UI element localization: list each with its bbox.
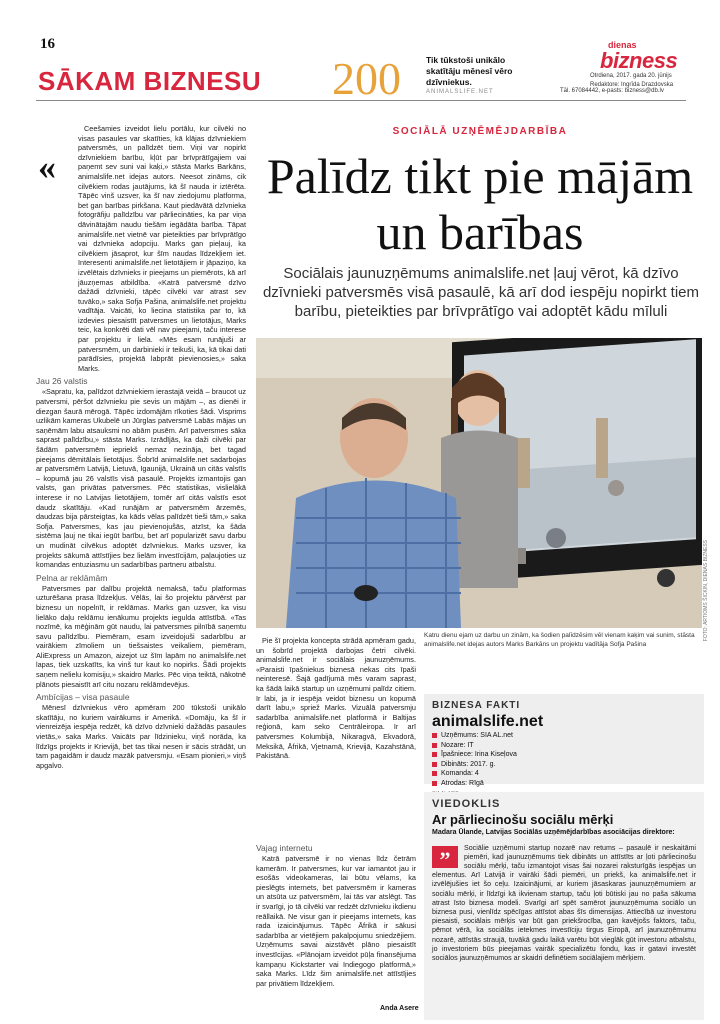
fact-text: Nozare: IT	[441, 741, 474, 749]
page-number: 16	[40, 36, 55, 52]
fact-row	[432, 760, 696, 770]
header-tagline-site: ANIMALSLIFE.NET	[426, 89, 494, 95]
bullet-icon	[432, 743, 437, 748]
photo-credit: FOTO: ARTIOMS ŠICKIN, DIENAS BIZNESS	[703, 540, 709, 642]
editor-line: Redaktore: Ingrīda Drazdovska	[590, 82, 674, 88]
facts-title: BIZNESA FAKTI	[432, 700, 521, 711]
bullet-icon	[432, 771, 437, 776]
open-quote-icon: «	[38, 147, 56, 187]
fact-text: Uzņēmums: SIA AL.net	[441, 732, 513, 739]
fact-row	[432, 750, 696, 760]
bullet-icon	[432, 733, 437, 738]
fact-row	[432, 731, 696, 741]
fact-text: Atrodas: Rīgā	[441, 779, 484, 787]
photo-illustration	[256, 338, 702, 628]
article-kicker: SOCIĀLĀ UZŅĒMĒJDARBĪBA	[392, 126, 568, 137]
subheading: Ambīcijas – visa pasaule	[36, 692, 130, 703]
opinion-box	[424, 792, 704, 1020]
paragraph: Katrā patversmē ir no vienas līdz četrām kamerām. Ir patversmes, kur var iamantot jau ir esošās videokameras, lai būtu vēlams, ka pieslēgts internets, bet patversmēm ir kameras un atsūta uz patversmēm, lai tās var atslēgt. Tas ir svarīgi, jo tā cilvēki var redzēt dzīvnieku ikdienu reāllaikā. Ne visur gan ir pieejams internets, kas rada izaicinājumus. Tāpēc Āfrikā ir sākusi sadarbība ar vietējiem pakalpojumu sniedzējiem. Uzņēmums savai aizstāvēt plāno piesaistīt investīcijas. «Plānojam izveidot pūļa finansējuma kampaņu Kickstarter vai Indiegogo platformā,» saka Marks. Līdz šim animalslife.net attīstījies par privātiem līdzekļiem.	[256, 854, 416, 988]
bullet-icon	[432, 762, 437, 767]
opinion-body	[432, 844, 696, 964]
photo-caption: Katru dienu ejam uz darbu un zinām, ka šodien palīdzēsim vēl vienam kaķim vai sunim, stāsta animalslife.net idejas autors Marks Barkāns un projektu vadītāja Sofja Pašina	[424, 632, 695, 648]
subheading: Vajag internetu	[256, 843, 313, 853]
author-name: Anda Asere	[380, 1005, 419, 1012]
anniversary-number: 200	[332, 53, 401, 104]
fact-text: Dibināts: 2017. g.	[441, 760, 496, 768]
opinion-tag: VIEDOKLIS	[432, 798, 501, 810]
business-facts-box	[424, 694, 704, 787]
fact-text: Komanda: 4	[441, 770, 479, 777]
fact-row	[432, 769, 696, 779]
subheading: Pelna ar reklāmām	[36, 572, 108, 583]
paragraph: Mēnesī dzīvniekus vēro apmēram 200 tūkstoši unikālo skatītāju, no kuriem vairākums ir Amerikā. «Domāju, ka šī ir vienreizēja iespēja redzēt, kā dzīvo dzīvnieki dažādās pasaules vietās,» saka Marks. Vaicāts par līdzinieku, viņš norāda, ka līdzīgs projekts ir Krievijā, bet tas tikai nesen ir sācis strādāt, un tam pagaidām ir daudz mazāk patversmju. «Esam pionieri,» viņš apgalvo.	[36, 703, 246, 770]
header-tagline: Tik tūkstoši unikālo skatītāju mēnesī vēro dzīvniekus.	[426, 55, 513, 87]
paragraph: Pie šī projekta koncepta strādā apmēram gadu, un šobrīd projektā darbojas četri cilvēki. animalslife.net ir sociālais jaunuzņēmums. «Paraisti īpašniekus biznesā nekas cits īpaši neinteresē. Šajā gadījumā mēs varam saprast, ka šādā laikā startup un uzņēmumi palīdz citiem. Ir labi, ja ir iespēja veidot biznesu un kopumā darīt labu,» spriež Marks. Vizuālā patversmju sadarbība animalslife.net platformā ir Baltijas reģionā, kam seko Centrāleiropa. Ir arī patversmes Kolumbijā, Nikaragvā, Ekvadorā, Meksikā, Āfrikā, Vjetnamā, Krievijā, Kazahstānā, Pakistānā.	[256, 636, 416, 761]
article-lede: Sociālais jaunuzņēmums animalslife.net ļauj vērot, kā dzīvo dzīvnieki patversmēs visā pasaulē, kā arī dod iespēju nopirkt tiem barību, pieteikties par brīvprātīgo vai adoptēt kādu mīluli	[262, 265, 700, 320]
paragraph: Patversmes par dalību projektā nemaksā, taču platformas uzturēšana prasa līdzekļus. Vēlās, lai šo projektu pārvērst par biznesu un nopelnīt, ir reklāmas. Marks gan uzsver, ka visu lielāko daļu reklāmu ienākumu projekts iegulda attīstībā. «Tas nozīmē, ka mēģinām gūt naudu, lai patversmes pilnībā saņemtu savu palīdzību. Piemēram, esam izveidojuši sadarbību ar vairākiem zīmoliem un tiešsaistes veikaliem, piemēram, AliExpress un Amazon, aizejot uz šīm lapām no animalslife.net lapas, tiek uzskatīts, ka vinš tur kaut ko nopirks. Šādi projekts saņem nelielu komisiju,» skaidro Marks. Pēc viņa teiktā, nākotnē plānots piesaistīt arī citu nozaru reklāmdevējus.	[36, 583, 246, 689]
paragraph: «Sapratu, ka, palīdzot dzīvniekiem ierastajā veidā – braucot uz patversmi, pēršot dzīvnieku pie sevis un mājām –, as dienēi ir diezgan šaurā mērogā. Tāpēc izdomājām rīkoties šādi. Visprims uzlikām kameras Ukubelē un Jūrglas patversmē Labās mājas un saņēmām labu atsauksmi no abām pusēm. Arī patversmes sāka saprast palīdzību,» stāsta Marks. Izrādījās, ka daži cilvēki par šādām patversmēm iepriekš nemaz nezināja, bet tagad pieejams dēmitālais lietotājus. Šobrīd animalslife.net sadarbojas ar patversmēm Latvijā, Lietuvā, Igaunijā, Ukrainā un citās valstīs – kopumā jau 26 valstīs visā pasaulē. Projekts izmantojis gan valsts, gan privātas patversmes. Pēc statistikas, vislielākā interese ir no Latvijas lietotājiem, tomēr arī citās valstīs esot daudz skatītāju. «Kad runājām ar patversmēm ārzemēs, daudzas bija pārsteigtas, ka kāds vēlas palīdzēt tieši tām,» saka Sofja. Patversmes, kas jau pievienojušās, atzīst, ka šāda sistēma ļauj ne tikai iegūt barību, bet arī popularizēt savu darbu un mudināt cilvēkus adoptēt dzīvniekus. Marks uzsver, ka projekts sākumā attīstījies bez lielām investīcijām, paļaujoties uz komandas entuziasmu un sadarbības partneru atbalstu.	[36, 387, 246, 570]
logo-top-word: dienas	[608, 40, 637, 50]
fact-row	[432, 741, 696, 751]
subheading: Jau 26 valstis	[36, 376, 88, 387]
opinion-title: Ar pārliecinošu sociālu mērķi	[432, 812, 614, 827]
article-column-middle-bottom	[256, 840, 416, 1018]
bullet-icon	[432, 781, 437, 786]
fact-text: Īpašniece: Irina Kiseļova	[441, 751, 517, 758]
article-column-left	[36, 124, 246, 1020]
opinion-text: Sociālie uzņēmumi startup nozarē nav retums – pasaulē ir neskaitāmi piemēri, kad jaunuzņēmums tiek dibināts un attīstīts ar ļoti pārliecinošu sociālu mērķi, taču izmantojot visas šai nozarei raksturīgās iespējas un elementus. Arī Latvijā ir vairāki šādi piemēri, un priekš, ka animalslife.net ir izvēlējušies iet šo ceļu. Izaicinājumi, ar kuriem jāsaskaras jaunuzņēmumiem ar sociālu mērķi, ir līdzīgi kā ikvienam startup, taču ļoti būtiski jau no paša sākuma atrast īsto biznesa modeli. Svarīgi arī spēt samērot jaunuzņēmuma sociālo un biznesa pusi, vienlīdz spēcīgas attīstot abas šīs dimensijas. Attiecībā uz investoru piesaisti, sociālais mērķis var būt gan priekšrocība, gan kavējošs faktors, taču, pēmot vērā, ka sociālās ietekmes investīciju tirgus Eiropā, arī jaunuzņēmumu nozarē, attīstās straujā, tuvākā gadu laikā varētu būt vieglāk gūt investoru atbalstu, jo investoriem būs pieejamas vairāk specializētu fondu, kas ir gatavi investēt sociālos jaunuzņēmumos ar skaidri definētiem sociālajiem mērķiem.	[432, 843, 696, 962]
quote-icon: ”	[432, 846, 458, 868]
section-title: SĀKAM BIZNESU	[38, 66, 262, 96]
article-headline: Palīdz tikt pie mājām un barības	[266, 148, 694, 260]
facts-company-name: animalslife.net	[432, 713, 544, 730]
article-photo	[256, 338, 702, 628]
issue-date: Otrdiena, 2017. gada 20. jūnijs	[590, 73, 672, 79]
opinion-byline: Madara Ūlande, Latvijas Sociālās uzņēmējdarbības asociācijas direktore:	[432, 829, 675, 836]
paragraph: Ceešamies izveidot lielu portālu, kur cilvēki no visas pasaules var skatīties, kā klājas dzīvniekiem patversmēs, un palīdzēt tiem. Viņi var nopirkt dzīvniekiem barību, kļūt par brīvprātīgajiem vai paņemt sev suni vai kaķi,» stāsta Marks Barkāns, animalslife.net idejas autors. Neesot zināms, cik cilvēkiem rodas jautājums, kā šī nauda ir iztērēta. Tāpēc vinš uzsver, ka šī nav ziedojumu platforma, bet gan barības pirkšana. Kaut piedāvātā dzīvnieka fotogrāfiju palīdzību var pārliecināties, ka par viņa dāvinātajām naudu tiešām iegādāta barība. Tāpat animalslife.net vietnē var pieteikties par brīvprātīgo vai dzīvnieka adopciju. Marks gan pieļauj, ka cilvēkiem jāsaprot, kur šīm naudas līdzekļiem iet. Interesenti animalslife.net lietotājiem ir jāpaziņo, ka izvēlētais dzīvnieks ir pieejams un piemērots, kā arī jāuzņemas atbildība. «Katrā patversmē dzīvo dažādi dzīvnieki, tāpēc cilvēki var atrast sev tuvāko,» saka Sofja Pašina, animalslife.net projektu vadītāja. Vaicāti, ko liecina statistika par to, kā izdevies piesaistīt patversmes un lietotājus, Marks teic, ka konkrēti dati vēl nav pieejami, taču interese par projektu ir liela. «Mēs esam runājuši ar patversmēm, un darbinieki ir teikuši, ka, kā tikai dati parādīsies, projektā labprāt pievienosies,» saka Marks.	[78, 124, 246, 373]
contact-line: Tāl. 67084442, e-pasts: bizness@db.lv	[560, 88, 664, 94]
fact-row	[432, 779, 696, 789]
bullet-icon	[432, 752, 437, 757]
logo-main-word: bizness	[600, 48, 678, 73]
